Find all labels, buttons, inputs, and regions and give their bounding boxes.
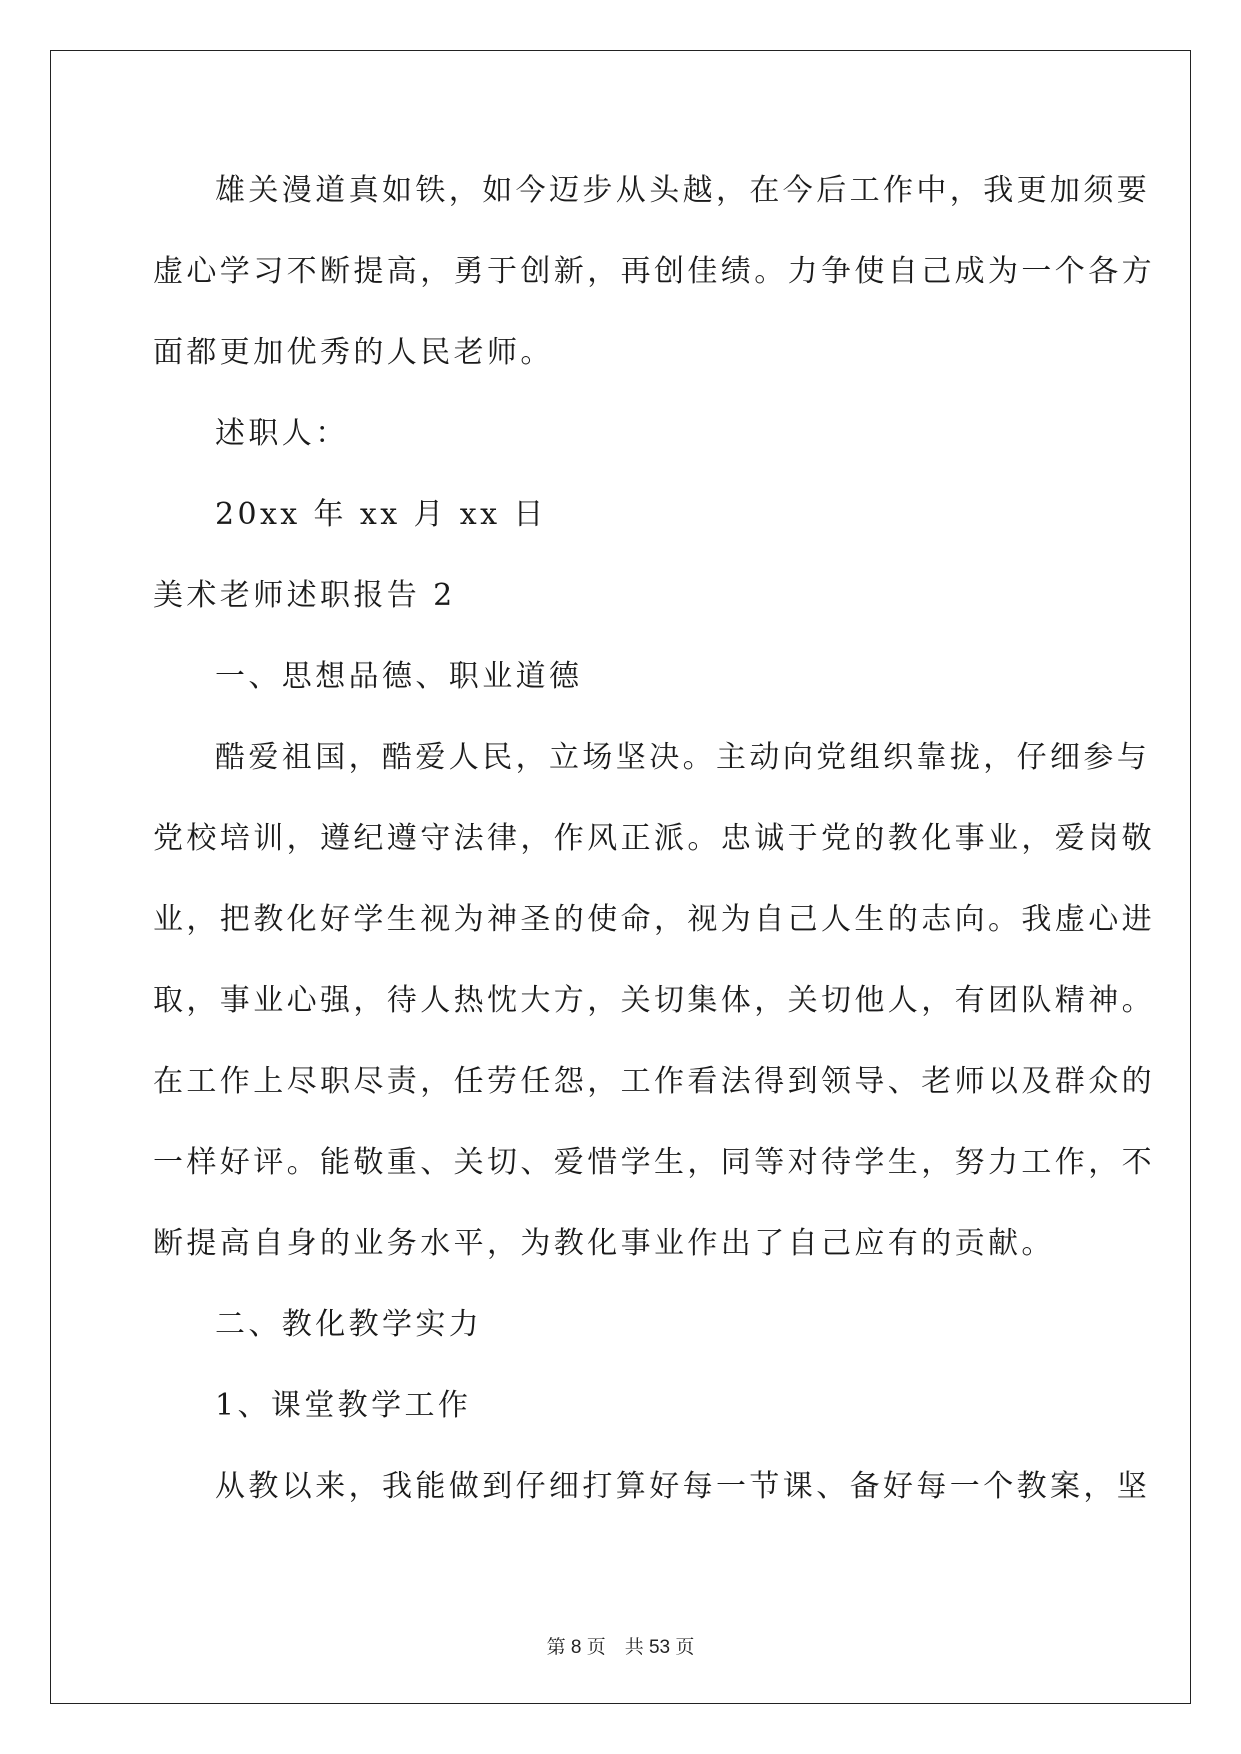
document-body	[153, 170, 1155, 1547]
page-number-footer: 第 8 页 共 53 页	[546, 1637, 695, 1658]
text-line-1: 雄关漫道真如铁，如今迈步从头越，在今后工作中，我更加须要	[215, 173, 1151, 208]
signature-label: 述职人：	[215, 416, 349, 451]
report-title: 美术老师述职报告 2	[153, 578, 456, 613]
text-line-17: 从教以来，我能做到仔细打算好每一节课、备好每一个教案，坚	[215, 1469, 1151, 1504]
text-line-13: 一样好评。能敬重、关切、爱惜学生，同等对待学生，努力工作，不	[153, 1145, 1155, 1180]
date-line: 20xx 年 xx 月 xx 日	[215, 497, 547, 532]
text-line-14: 断提高自身的业务水平，为教化事业作出了自己应有的贡献。	[153, 1226, 1055, 1261]
section-heading-1: 一、思想品德、职业道德	[215, 659, 583, 694]
section-heading-2: 二、教化教学实力	[215, 1307, 483, 1342]
text-line-12: 在工作上尽职尽责，任劳任怨，工作看法得到领导、老师以及群众的	[153, 1064, 1155, 1099]
text-line-8: 酷爱祖国，酷爱人民，立场坚决。主动向党组织靠拢，仔细参与	[215, 740, 1151, 775]
text-line-2: 虚心学习不断提高，勇于创新，再创佳绩。力争使自己成为一个各方	[153, 254, 1155, 289]
text-line-11: 取，事业心强，待人热忱大方，关切集体，关切他人，有团队精神。	[153, 983, 1155, 1018]
text-line-10: 业，把教化好学生视为神圣的使命，视为自己人生的志向。我虚心进	[153, 902, 1155, 937]
subsection-heading-1: 1、课堂教学工作	[215, 1388, 472, 1423]
text-line-3: 面都更加优秀的人民老师。	[153, 335, 554, 370]
text-line-9: 党校培训，遵纪遵守法律，作风正派。忠诚于党的教化事业，爱岗敬	[153, 821, 1155, 856]
